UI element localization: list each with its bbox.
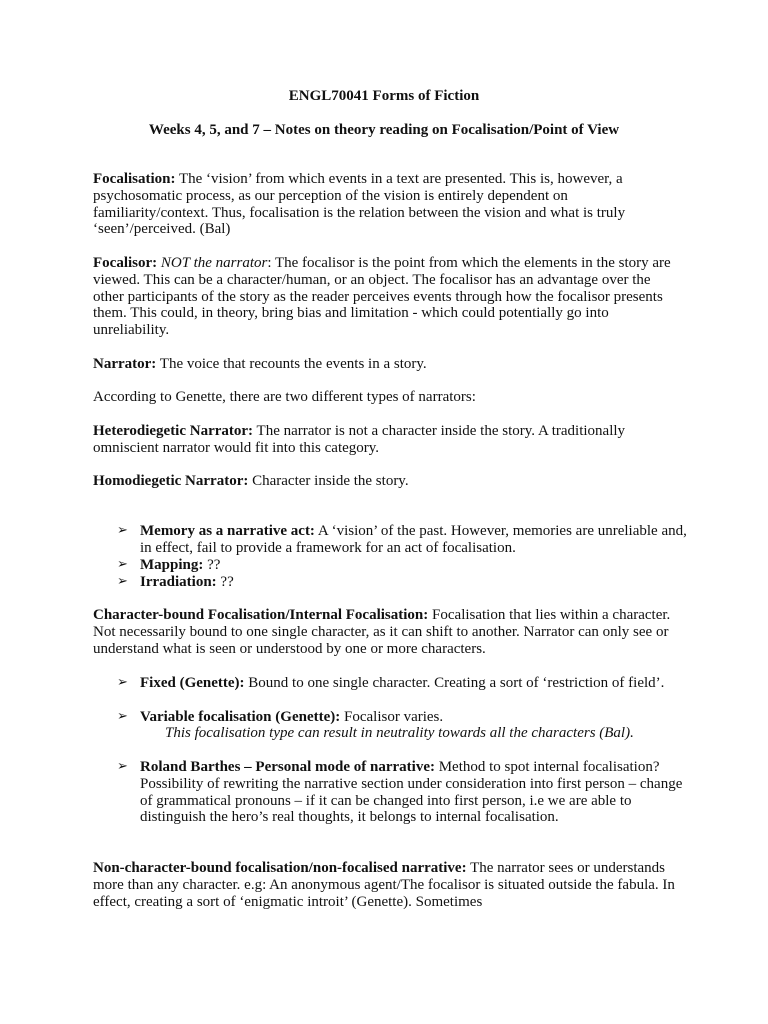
definition-focalisor: : The focalisor is the point from which the elements in the story are viewed. This can be a character/human, or an object. The focalisor has an advantage over the other participants of the story as the reader perceives events through how the focalisor presents them. This could, in theory, bring bias and limitation - which could potentially go into unreliability. [93,255,671,339]
paragraph-character-bound [93,607,678,657]
list-item [117,523,687,557]
paragraph-homodiegetic [93,473,678,490]
paragraph-narrator [93,356,678,373]
document-title: ENGL70041 Forms of Fiction [288,88,480,104]
term-homodiegetic: Homodiegetic Narrator: [93,473,249,489]
term-focalisation: Focalisation: [93,171,176,187]
term-non-character-bound: Non-character-bound focalisation/non-focalised narrative: [93,860,467,876]
definition-narrator: The voice that recounts the events in a story. [156,356,427,372]
list-item-term: Mapping: [140,557,204,573]
arrow-bullet-icon: ➢ [117,759,128,774]
list-item-text: ?? [203,557,221,573]
paragraph-genette-intro: According to Genette, there are two different types of narrators: [93,389,476,405]
emphasis-not-narrator: NOT the narrator [157,255,268,271]
paragraph-focalisation [93,171,678,238]
list-item-term: Fixed (Genette): [140,675,245,691]
definition-character-bound: Focalisation that lies within a character. Not necessarily bound to one single character, as it can shift to another. Narrator can only see or understand what is seen or understood by one or more characters. [93,607,671,657]
list-item-text: ?? [216,574,234,590]
arrow-bullet-icon: ➢ [117,523,128,538]
list-item-term: Memory as a narrative act: [140,523,315,539]
arrow-bullet-icon: ➢ [117,675,128,690]
italic-note: This focalisation type can result in neutrality towards all the characters (Bal). [165,725,634,741]
definition-homodiegetic: Character inside the story. [248,473,409,489]
definition-heterodiegetic: The narrator is not a character inside the story. A traditionally omniscient narrator would fit into this category. [93,423,626,456]
arrow-bullet-icon: ➢ [117,709,128,724]
document-subtitle: Weeks 4, 5, and 7 – Notes on theory reading on Focalisation/Point of View [148,122,620,138]
paragraph-non-character-bound [93,860,678,910]
definition-focalisation: The ‘vision’ from which events in a text are presented. This is, however, a psychosomatic process, as our perception of the vision is entirely dependent on familiarity/context. Thus, focalisation is the relation between the vision and what is truly ‘seen’/perceived. (Bal) [93,171,626,238]
list-item [117,574,687,591]
list-item-term: Roland Barthes – Personal mode of narrative: [140,759,435,775]
paragraph-focalisor [93,255,678,339]
list-item-text: Bound to one single character. Creating a sort of ‘restriction of field’. [244,675,665,691]
paragraph-heterodiegetic [93,423,678,457]
term-focalisor: Focalisor: [93,255,158,271]
term-narrator: Narrator: [93,356,157,372]
definition-non-character-bound: The narrator sees or understands more than any character. e.g: An anonymous agent/The focalisor is situated outside the fabula. In effect, creating a sort of ‘enigmatic introit’ (Genette). Sometimes [93,860,675,910]
list-item [117,759,687,826]
list-item-text: A ‘vision’ of the past. However, memories are unreliable and, in effect, fail to provide a framework for an act of focalisation. [140,523,687,556]
arrow-bullet-icon: ➢ [117,574,128,589]
term-heterodiegetic: Heterodiegetic Narrator: [93,423,254,439]
list-item-text: Focalisor varies. [340,709,444,725]
list-item-term: Irradiation: [140,574,217,590]
list-item [117,709,687,726]
list-item [117,557,687,574]
list-item [117,675,687,692]
list-item-text: Method to spot internal focalisation? Possibility of rewriting the narrative section under consideration into first person – change of grammatical pronouns – if it can be changed into first person, i.e we are able to distinguish the hero’s real thoughts, it belongs to internal focalisation. [140,759,683,826]
list-item-term: Variable focalisation (Genette): [140,709,341,725]
arrow-bullet-icon: ➢ [117,557,128,572]
term-character-bound: Character-bound Focalisation/Internal Focalisation: [93,607,429,623]
